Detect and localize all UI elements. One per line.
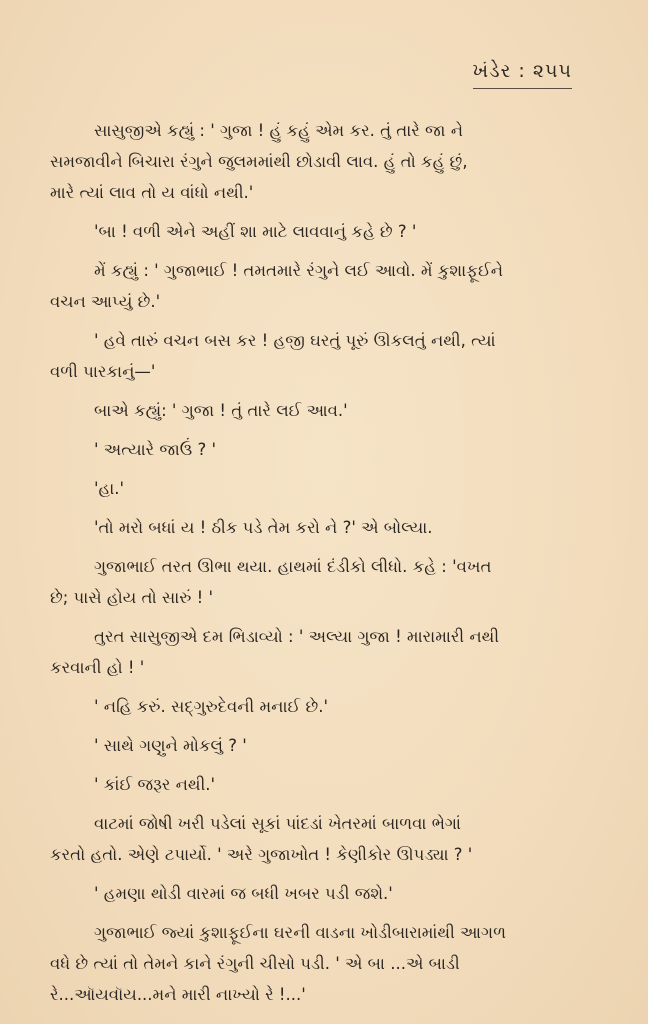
paragraph [50,115,578,208]
text-line: ગુજાભાઈ જ્યાં કુશાફૂઈના ઘરની વાડના ખોડીબારામાંથી આગળ [94,923,506,942]
paragraph [50,917,578,1010]
paragraph [50,216,578,247]
paragraph [50,769,578,800]
text-line: સાસુજીએ કહ્યું : ' ગુજા ! હું કહું એમ કર. તું તારે જા ને [94,121,463,140]
text-line: મારે ત્યાં લાવ તો ય વાંધો નથી.' [50,183,254,202]
paragraph [50,730,578,761]
paragraph [50,395,578,426]
paragraph [50,512,578,543]
text-line: રે...ઑયવૉય...મને મારી નાખ્યો રે !...' [50,985,306,1004]
text-line: ' સાથે ગણુને મોકલું ? ' [94,736,247,755]
paragraph [50,473,578,504]
text-line: મેં કહ્યું : ' ગુજાભાઈ ! તમતમારે રંગુને લઈ આવો. મેં કુશાફૂઈને [94,261,503,280]
paragraph [50,434,578,465]
text-line: ' હમણા થોડી વારમાં જ બધી ખબર પડી જશે.' [94,884,393,903]
text-line: વાટમાં જોષી ખરી પડેલાં સૂકાં પાંદડાં ખેતરમાં બાળવા ભેગાં [94,814,461,833]
text-line: કરતો હતો. એણે ટપાર્યો. ' અરે ગુજાખોત ! કેણીકોર ઊપડ્યા ? ' [50,845,473,864]
text-line: ' અત્યારે જાઉં ? ' [94,440,217,459]
text-line: 'બા ! વળી એને અહીં શા માટે લાવવાનું કહે છે ? ' [94,222,417,241]
paragraph [50,551,578,613]
paragraph [50,621,578,683]
text-line: ' નહિ કરું. સદ્‌ગુરુદેવની મનાઈ છે.' [94,697,329,716]
paragraph [50,325,578,387]
text-line: વળી પારકાનું—' [50,362,156,381]
text-line: વધે છે ત્યાં તો તેમને કાને રંગુની ચીસો પડી. ' એ બા ...એ બાડી [50,954,460,973]
text-line: ' કાંઈ જરૂર નથી.' [94,775,216,794]
body-text [50,115,578,1010]
text-line: વચન આપ્યું છે.' [50,292,161,311]
paragraph [50,878,578,909]
text-line: બાએ કહ્યું: ' ગુજા ! તું તારે લઈ આવ.' [94,401,348,420]
paragraph [50,255,578,317]
text-line: ગુજાભાઈ તરત ઊભા થયા. હાથમાં દંડીકો લીધો. કહે : 'વખત [94,557,492,576]
paragraph [50,808,578,870]
text-line: છે; પાસે હોય તો સારું ! ' [50,588,213,607]
running-header: ખંડેર : ૨૫૫ [473,60,572,89]
text-line: 'હા.' [94,479,125,498]
text-line: તુરત સાસુજીએ દમ ભિડાવ્યો : ' અલ્યા ગુજા ! મારામારી નથી [94,627,500,646]
text-line: 'તો મરો બધાં ય ! ઠીક પડે તેમ કરો ને ?' એ બોલ્યા. [94,518,433,537]
text-line: સમજાવીને બિચારા રંગુને જુલમમાંથી છોડાવી લાવ. હું તો કહું છું, [50,152,468,171]
text-line: કરવાની હો ! ' [50,658,145,677]
text-line: ' હવે તારું વચન બસ કર ! હજી ઘરતું પૂરું ઊકલતું નથી, ત્યાં [94,331,496,350]
paragraph [50,691,578,722]
